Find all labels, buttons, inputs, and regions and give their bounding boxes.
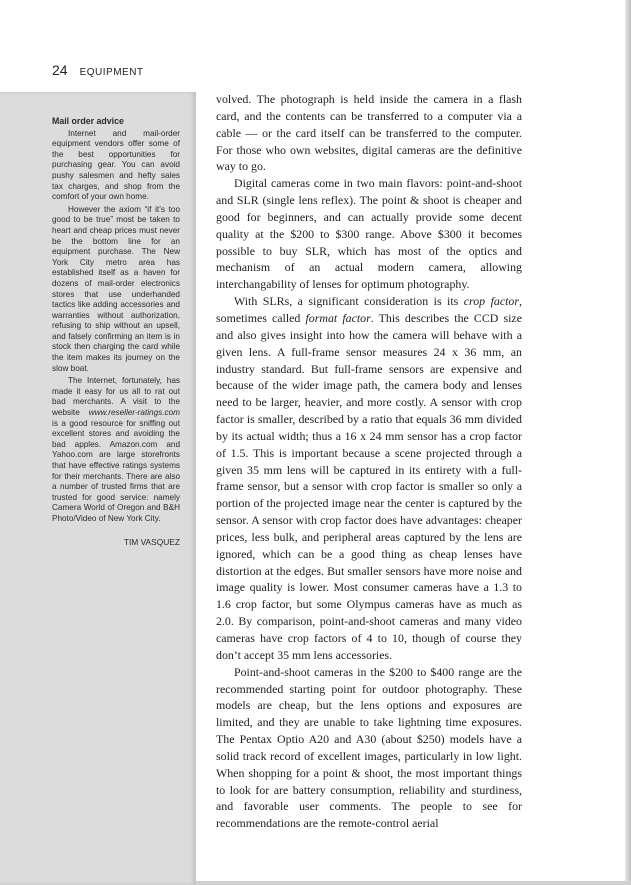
body-text: . This describes the CCD size and also gives insight into how the camera will behave with a given lens. A full-frame sensor measures 24 x 36 mm, an industry standard. But full-frame sensors are expensive and because of the wider image path, the camera body and lenses need to be larger, heavier, and more costly. A sensor with crop factor is smaller, described by a ratio that equals 36 mm divided by its actual width; thus a 16 x 24 mm sensor has a crop factor of 1.5. This is important because a scene projected through a given 35 mm lens will be captured in its entirety with a full-frame sensor, but a sensor with crop factor is smaller so only a portion of the projected image near the center is captured by the sensor. A sensor with crop factor does have advantages: cheaper prices, less bulk, and peripheral areas captured by the lens are ignored, which can be a good thing as cheap lenses have distortion at the edges. But smaller sensors have more noise and image quality is lower. Most consumer cameras have a 1.3 to 1.6 crop factor, but some Olympus cameras have as much as 2.0. By comparison, point-and-shoot cameras and many video cameras have crop factors of 4 to 10, though of course they don’t accept 35 mm lens accessories.	[216, 310, 522, 662]
page-edge-shadow	[625, 0, 631, 885]
sidebar-content	[52, 116, 180, 547]
sidebar-paragraph: However the axiom “if it’s too good to be true” most be taken to heart and cheap prices must never be the bottom line for an equipment purchase. The New York City metro area has established itself as a haven for dozens of mail-order electronics stores that use underhanded tactics like adding accessories and warranties without authorization, refusing to ship without an upsell, and falsely confirming an item is in stock then charging the card while the item makes its journey on the slow boat.	[52, 204, 180, 373]
term-crop-factor: crop factor	[463, 294, 520, 309]
sidebar-text: The Internet, fortunately, has made it easy for us all to rat out bad merchants. A visit to the website	[52, 376, 180, 418]
running-header	[52, 62, 144, 78]
sidebar-author: TIM VASQUEZ	[123, 536, 180, 547]
body-paragraph: volved. The photograph is held inside the camera in a flash card, and the contents can be transferred to a computer via a cable — or the card itself can be transferred to the computer. For those who own websites, digital cameras are the definitive way to go.	[216, 92, 522, 174]
term-format-factor: format factor	[305, 310, 371, 325]
body-text: , sometimes called	[216, 294, 522, 325]
sidebar-box	[0, 92, 196, 885]
sidebar-heading: Mail order advice	[52, 116, 124, 126]
body-paragraph	[216, 293, 522, 664]
body-paragraph: Digital cameras come in two main flavors: point-and-shoot and SLR (single lens reflex). The point & shoot is cheaper and good for beginners, and can actually provide some decent quality at the $200 to $300 range. Above $300 it becomes possible to buy SLR, which has most of the optics and mechanism of an actual modern camera, allowing interchangability of lenses for optimum photography.	[216, 176, 522, 292]
body-text: With SLRs, a significant consideration is its	[234, 294, 464, 309]
sidebar-paragraph	[52, 376, 180, 524]
main-column	[216, 91, 522, 832]
body-paragraph: Point-and-shoot cameras in the $200 to $400 range are the recommended starting point for outdoor photography. These models are cheap, but the lens options and exposures are limited, and they are unable to take lightning time exposures. The Pentax Optio A20 and A30 (about $250) models have a solid track record of excellent images, particularly in low light. When shopping for a point & shoot, the most important things to look for are battery consumption, reliability and sturdiness, and favorable user comments. The people to see for recommendations are the remote-control aerial	[216, 664, 522, 831]
sidebar-paragraph: Internet and mail-order equipment vendors offer some of the best opportunities for purchasing gear. You can avoid pushy salesmen and hefty sales tax charges, and shop from the comfort of your own home.	[52, 128, 180, 202]
website-link[interactable]: www.reseller-ratings.com	[88, 408, 180, 418]
section-title: EQUIPMENT	[79, 67, 144, 78]
page-number: 24	[52, 62, 68, 78]
sidebar-text: is a good resource for sniffing out excellent stores and avoiding the bad apples. Amazon.com and Yahoo.com are large storefronts that have effective ratings systems for their merchants. There are also a number of trusted firms that are trusted for good service: namely Camera World of Oregon and B&H Photo/Video of New York City.	[52, 418, 180, 523]
